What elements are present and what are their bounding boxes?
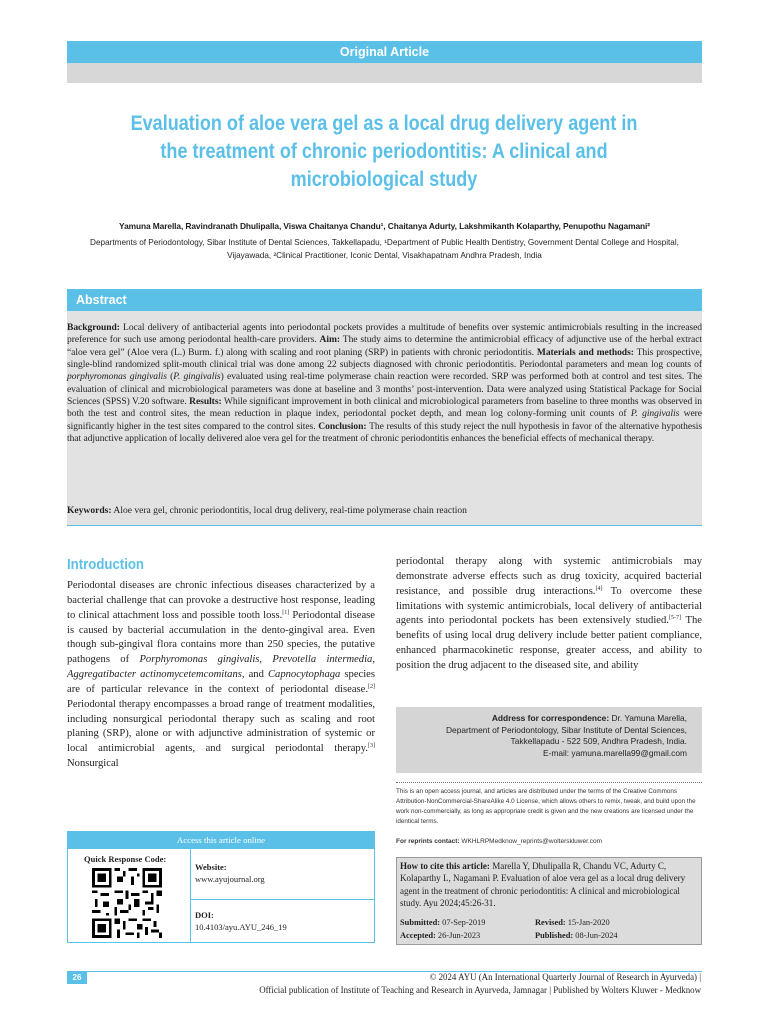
abstract-methods-open-paren: (: [170, 371, 174, 383]
correspondence-email[interactable]: E-mail: yamuna.marella99@gmail.com: [543, 747, 687, 758]
abstract-results-species: P. gingivalis: [630, 408, 680, 420]
introduction-left-column: Periodontal diseases are chronic infectious diseases characterized by a bacterial challenge that can provoke a destructive host response, leading to clinical attachment loss and possible tooth loss.[1] Periodontal disease is caused by bacterial accumulation in the dento-gingival area. Even though sub-gingival flora contains more than 250 species, the putative pathogens of Porphyromonas gingivalis, Prevotella intermedia, Aggregatibacter actinomycetemcomitans, and Capnocytophaga species are of particular relevance in the context of periodontal disease.[2] Periodontal therapy encompasses a broad range of treatment modalities, including nonsurgical periodontal therapy such as scaling and root planing (SRP), alone or with adjunctive administration of systemic or local antimicrobial agents, and surgical periodontal therapy.[3] Nonsurgical: [67, 580, 375, 770]
abstract-methods-text-a: This prospective, single-blind randomized split-mouth clinical trial was done among 22 subjects diagnosed with chronic periodontitis. Periodontal parameters and mean log counts of: [67, 346, 703, 371]
intro-text: periodontal therapy along with systemic antimicrobials may demonstrate adverse effects such as drug toxicity, acquired bacterial resistance, and possible drug interactions.: [396, 556, 702, 597]
intro-text: Nonsurgical: [67, 758, 119, 770]
species-name: Aggregatibacter actinomycetemcomitans: [67, 669, 242, 681]
abstract-aim-text: The study aims to determine the antimicrobial efficacy of adjunctive use of the herbal extract “aloe vera gel” (Aloe vera (L.) Burm. f.) along with scaling and root planing (SRP) in patients with chronic periodontitis.: [67, 334, 702, 358]
abstract-methods-label: Materials and methods:: [536, 346, 634, 358]
intro-text: species are of particular relevance in the context of periodontal disease.: [67, 669, 375, 695]
reprints-email[interactable]: WKHLRPMedknow_reprints@wolterskluwer.com: [461, 838, 602, 845]
correspondence-label: Address for correspondence:: [491, 713, 610, 723]
abstract-conclusion-text: The results of this study reject the null hypothesis in favor of the alternative hypothesis that adjunctive application of locally delivered aloe vera gel for the treatment of chronic periodontitis enhances the beneficial effects of mechanical therapy.: [67, 420, 702, 445]
published-label: Published:: [535, 931, 574, 940]
intro-text: , and: [241, 669, 264, 681]
dates-row-2: [400, 931, 698, 940]
abstract-results-label: Results:: [189, 396, 222, 408]
dates-row-1: [400, 918, 698, 927]
affiliations: [67, 236, 702, 262]
species-name: Porphyromonas gingivalis: [139, 654, 260, 666]
abstract-heading: Abstract: [67, 289, 702, 311]
submitted-date: 07-Sep-2019: [442, 918, 486, 927]
how-to-cite: [400, 860, 698, 910]
species-name: Capnocytophaga: [267, 669, 341, 681]
cite-label: How to cite this article:: [400, 861, 490, 871]
citation-ref[interactable]: [1]: [282, 609, 290, 616]
qr-code-label: Quick Response Code:: [84, 854, 167, 864]
intro-text: To overcome these limitations with systemic antimicrobials, local delivery of antibacterial agents into periodontal pockets has been extensively studied.: [396, 585, 703, 627]
affiliation-line-2: Vijayawada, ²Clinical Practitioner, Iconic Dental, Visakhapatnam Andhra Pradesh, India: [227, 251, 542, 260]
keywords-text: Aloe vera gel, chronic periodontitis, local drug delivery, real-time polymerase chain reaction: [113, 505, 467, 516]
correspondence-divider: [396, 782, 702, 783]
doi-label: DOI:: [195, 910, 214, 920]
abstract-results-text-b: were significantly higher in the test sites compared to the control sites.: [67, 408, 702, 432]
intro-text: Periodontal disease is caused by bacterial accumulation in the dento-gingival area. Even though sub-gingival flora contains more than 250 species, the putative pathogens of: [67, 609, 375, 666]
access-divider-vertical: [190, 849, 191, 943]
correspondence-name: Dr. Yamuna Marella,: [611, 713, 687, 723]
website-link[interactable]: www.ayujournal.org: [195, 874, 265, 884]
reprints-label: For reprints contact:: [396, 838, 460, 845]
submitted-label: Submitted:: [400, 918, 441, 927]
abstract-conclusion-label: Conclusion:: [318, 420, 367, 432]
access-divider-horizontal: [190, 899, 375, 900]
open-access-notice: This is an open access journal, and articles are distributed under the terms of the Creative Commons Attribution-NonCommercial-ShareAlike 4.0 License, which allows others to remix, tweak, and build upon the work non-commercially, as long as appropriate credit is given and the new creations are licensed under the identical terms.: [396, 788, 696, 825]
intro-text: The benefits of using local drug delivery include better patient compliance, enhanced pharmacokinetic response, greater access, and ability to position the drug adjacent to the diseased site, and ability: [396, 615, 702, 671]
keywords: [67, 505, 702, 516]
page-number: 26: [67, 972, 87, 984]
correspondence-text: [387, 713, 687, 759]
species-name: Prevotella intermedia: [272, 654, 373, 666]
abstract-divider: [67, 525, 702, 526]
doi-link[interactable]: 10.4103/ayu.AYU_246_19: [195, 922, 287, 932]
abstract-methods-species: porphyromonas gingivalis: [67, 371, 167, 383]
reprints-contact: [396, 838, 702, 845]
citation-ref[interactable]: [2]: [368, 683, 375, 690]
citation-ref[interactable]: [4]: [595, 585, 603, 592]
article-type-banner: Original Article: [67, 41, 702, 63]
revised-date: 15-Jan-2020: [567, 918, 610, 927]
footer-publisher: Official publication of Institute of Teaching and Research in Ayurveda, Jamnagar | Published by Wolters Kluwer - Medknow: [259, 985, 701, 995]
keywords-label: Keywords:: [67, 505, 112, 516]
footer-copyright: © 2024 AYU (An International Quarterly Journal of Research in Ayurveda) |: [429, 972, 701, 982]
article-title: Evaluation of aloe vera gel as a local drug delivery agent in the treatment of chronic periodontitis: A clinical and microbiological study: [130, 112, 638, 191]
website-label: Website:: [195, 862, 227, 872]
affiliation-line-1: Departments of Periodontology, Sibar Institute of Dental Sciences, Takkellapadu, ¹Department of Public Health Dentistry, Government Dental College and Hospital,: [90, 238, 679, 247]
intro-text: Periodontal diseases are chronic infectious diseases characterized by a bacterial challenge that can provoke a destructive host response, leading to clinical attachment loss and possible tooth loss.: [67, 580, 375, 621]
qr-code-icon[interactable]: [92, 868, 162, 938]
accepted-date: 26-Jun-2023: [437, 931, 481, 940]
abstract-background-label: Background:: [67, 322, 120, 333]
banner-gray-band: [67, 63, 702, 83]
abstract-results-text-a: While significant improvement in both clinical and microbiological parameters from baseline to three months was observed in both the test and control sites, the mean reduction in plaque index, periodontal pocket depth, and mean log colony-forming unit counts of: [67, 396, 702, 420]
introduction-heading: Introduction: [67, 556, 144, 573]
correspondence-line: Department of Periodontology, Sibar Institute of Dental Sciences,: [446, 724, 687, 735]
access-heading: Access this article online: [68, 832, 374, 849]
intro-text: Periodontal therapy encompasses a broad range of treatment modalities, including nonsurgical periodontal therapy such as scaling and root planing (SRP), alone or with adjunctive administration of systemic or local antimicrobial agents, and surgical periodontal therapy.: [67, 698, 375, 755]
accepted-label: Accepted:: [400, 931, 436, 940]
abstract-body: [67, 322, 702, 445]
author-list: Yamuna Marella, Ravindranath Dhulipalla, Viswa Chaitanya Chandu¹, Chaitanya Adurty, Lakshmikanth Kolaparthy, Penupothu Nagamani²: [119, 221, 650, 231]
access-article-box: [67, 831, 375, 943]
revised-label: Revised:: [535, 918, 566, 927]
citation-ref[interactable]: [3]: [368, 743, 375, 750]
abstract-background-text: Local delivery of antibacterial agents into periodontal pockets provides a multitude of benefits over systemic antimicrobials resulting in the increased preference for such use among periodontal health-care providers.: [67, 322, 702, 346]
citation-ref[interactable]: [5-7]: [668, 615, 681, 622]
abstract-methods-text-b: ) evaluated using real-time polymerase chain reaction were recorded. SRP was performed both at control and test sites. The evaluation of clinical and microbiological parameters was done at baseline and 3 months’ post-intervention. Data were analyzed using Statistical Package for Social Sciences (SPSS) V.20 software.: [67, 371, 702, 408]
introduction-right-column: [396, 555, 702, 674]
cite-text: Marella Y, Dhulipalla R, Chandu VC, Adurty C, Kolaparthy L, Nagamani P. Evaluation of aloe vera gel as a local drug delivery agent in the treatment of chronic periodontitis: A clinical and microbiological study. Ayu 2024;45:26-31.: [400, 861, 686, 909]
abstract-methods-abbrev: P. gingivalis: [173, 371, 221, 383]
published-date: 08-Jun-2024: [575, 931, 618, 940]
correspondence-line: Takkellapadu - 522 509, Andhra Pradesh, India.: [510, 736, 687, 747]
abstract-aim-label: Aim:: [319, 334, 341, 346]
